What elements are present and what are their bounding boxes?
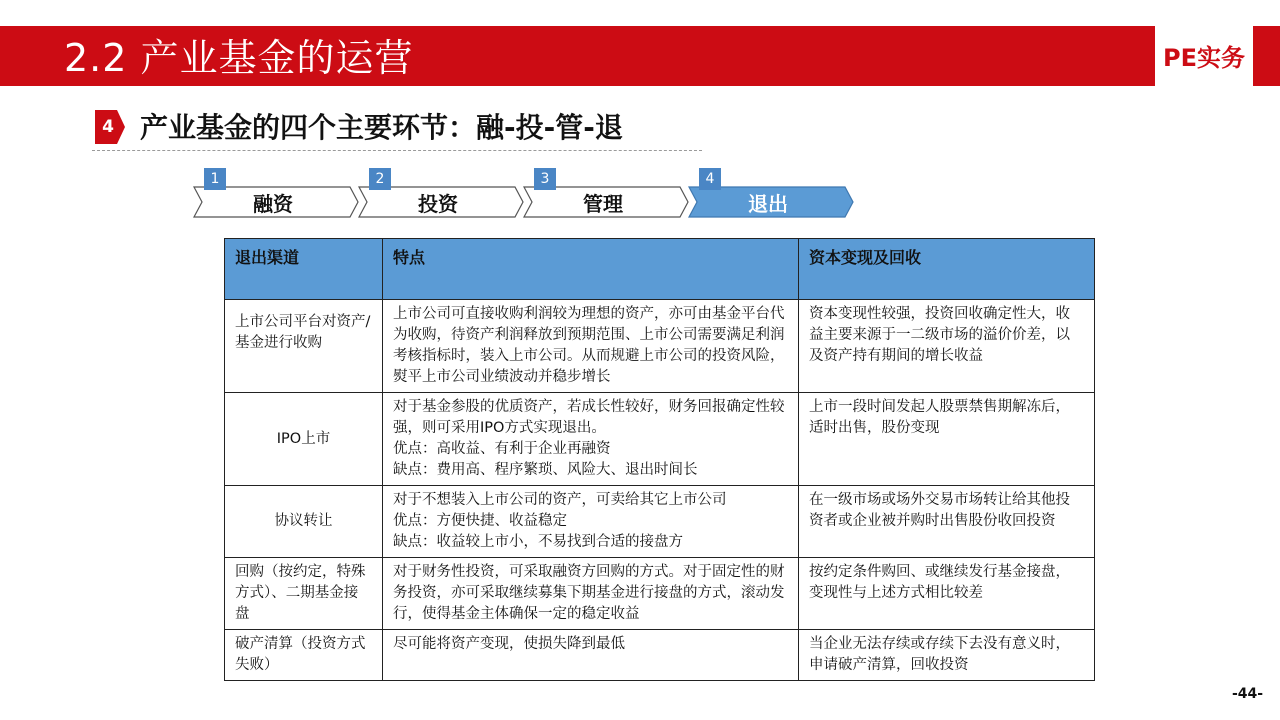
step-number: 4	[699, 168, 721, 190]
header-right-block	[1253, 26, 1280, 86]
recovery-cell: 当企业无法存续或存续下去没有意义时，申请破产清算，回收投资	[799, 630, 1095, 681]
features-cell: 尽可能将资产变现，使损失降到最低	[383, 630, 799, 681]
section-number: 4	[102, 117, 114, 137]
step-number: 1	[204, 168, 226, 190]
page-title: 2.2 产业基金的运营	[64, 36, 414, 80]
table-row	[225, 558, 1095, 630]
step-label: 退出	[748, 192, 788, 216]
channel-cell: 回购（按约定，特殊方式）、二期基金接盘	[225, 558, 383, 630]
step-exit	[688, 168, 854, 220]
step-management	[523, 168, 689, 220]
channel-cell: 上市公司平台对资产/基金进行收购	[225, 300, 383, 393]
features-cell	[383, 486, 799, 558]
channel-cell: 协议转让	[225, 486, 383, 558]
step-label: 融资	[253, 192, 293, 216]
channel-cell: 破产清算（投资方式失败）	[225, 630, 383, 681]
step-number: 3	[534, 168, 556, 190]
step-label: 投资	[418, 192, 458, 216]
table-row	[225, 393, 1095, 486]
section-title: 产业基金的四个主要环节：融-投-管-退	[140, 111, 623, 144]
channel-cell: IPO上市	[225, 393, 383, 486]
table-row	[225, 486, 1095, 558]
section-number-badge	[95, 110, 125, 144]
column-header: 特点	[383, 239, 799, 300]
table-header-row	[225, 239, 1095, 300]
features-cell	[383, 393, 799, 486]
column-header: 资本变现及回收	[799, 239, 1095, 300]
exit-channels-table	[224, 238, 1095, 681]
step-label: 管理	[583, 192, 623, 216]
step-investment	[358, 168, 524, 220]
recovery-cell: 在一级市场或场外交易市场转让给其他投资者或企业被并购时出售股份收回投资	[799, 486, 1095, 558]
features-text: 对于不想装入上市公司的资产，可卖给其它上市公司 优点：方便快捷、收益稳定 缺点：收益较上市小，不易找到合适的接盘方	[393, 492, 727, 550]
column-header: 退出渠道	[225, 239, 383, 300]
features-cell: 上市公司可直接收购利润较为理想的资产，亦可由基金平台代为收购，待资产利润释放到预期范围、上市公司需要满足利润考核指标时，装入上市公司。从而规避上市公司的投资风险，熨平上市公司业绩波动并稳步增长	[383, 300, 799, 393]
table-row	[225, 630, 1095, 681]
process-steps	[193, 168, 863, 220]
table-row	[225, 300, 1095, 393]
step-number: 2	[369, 168, 391, 190]
page-number: -44-	[1232, 686, 1264, 702]
recovery-cell: 上市一段时间发起人股票禁售期解冻后，适时出售，股份变现	[799, 393, 1095, 486]
step-financing	[193, 168, 359, 220]
features-cell: 对于财务性投资，可采取融资方回购的方式。对于固定性的财务投资，亦可采取继续募集下期基金进行接盘的方式，滚动发行，使得基金主体确保一定的稳定收益	[383, 558, 799, 630]
recovery-cell: 按约定条件购回、或继续发行基金接盘，变现性与上述方式相比较差	[799, 558, 1095, 630]
recovery-cell: 资本变现性较强，投资回收确定性大，收益主要来源于一二级市场的溢价价差，以及资产持有期间的增长收益	[799, 300, 1095, 393]
section-divider	[92, 150, 702, 151]
brand-logo: PE实务	[1155, 26, 1253, 86]
features-text: 对于基金参股的优质资产，若成长性较好，财务回报确定性较强，则可采用IPO方式实现退出。 优点：高收益、有利于企业再融资 缺点：费用高、程序繁琐、风险大、退出时间长	[393, 399, 785, 478]
